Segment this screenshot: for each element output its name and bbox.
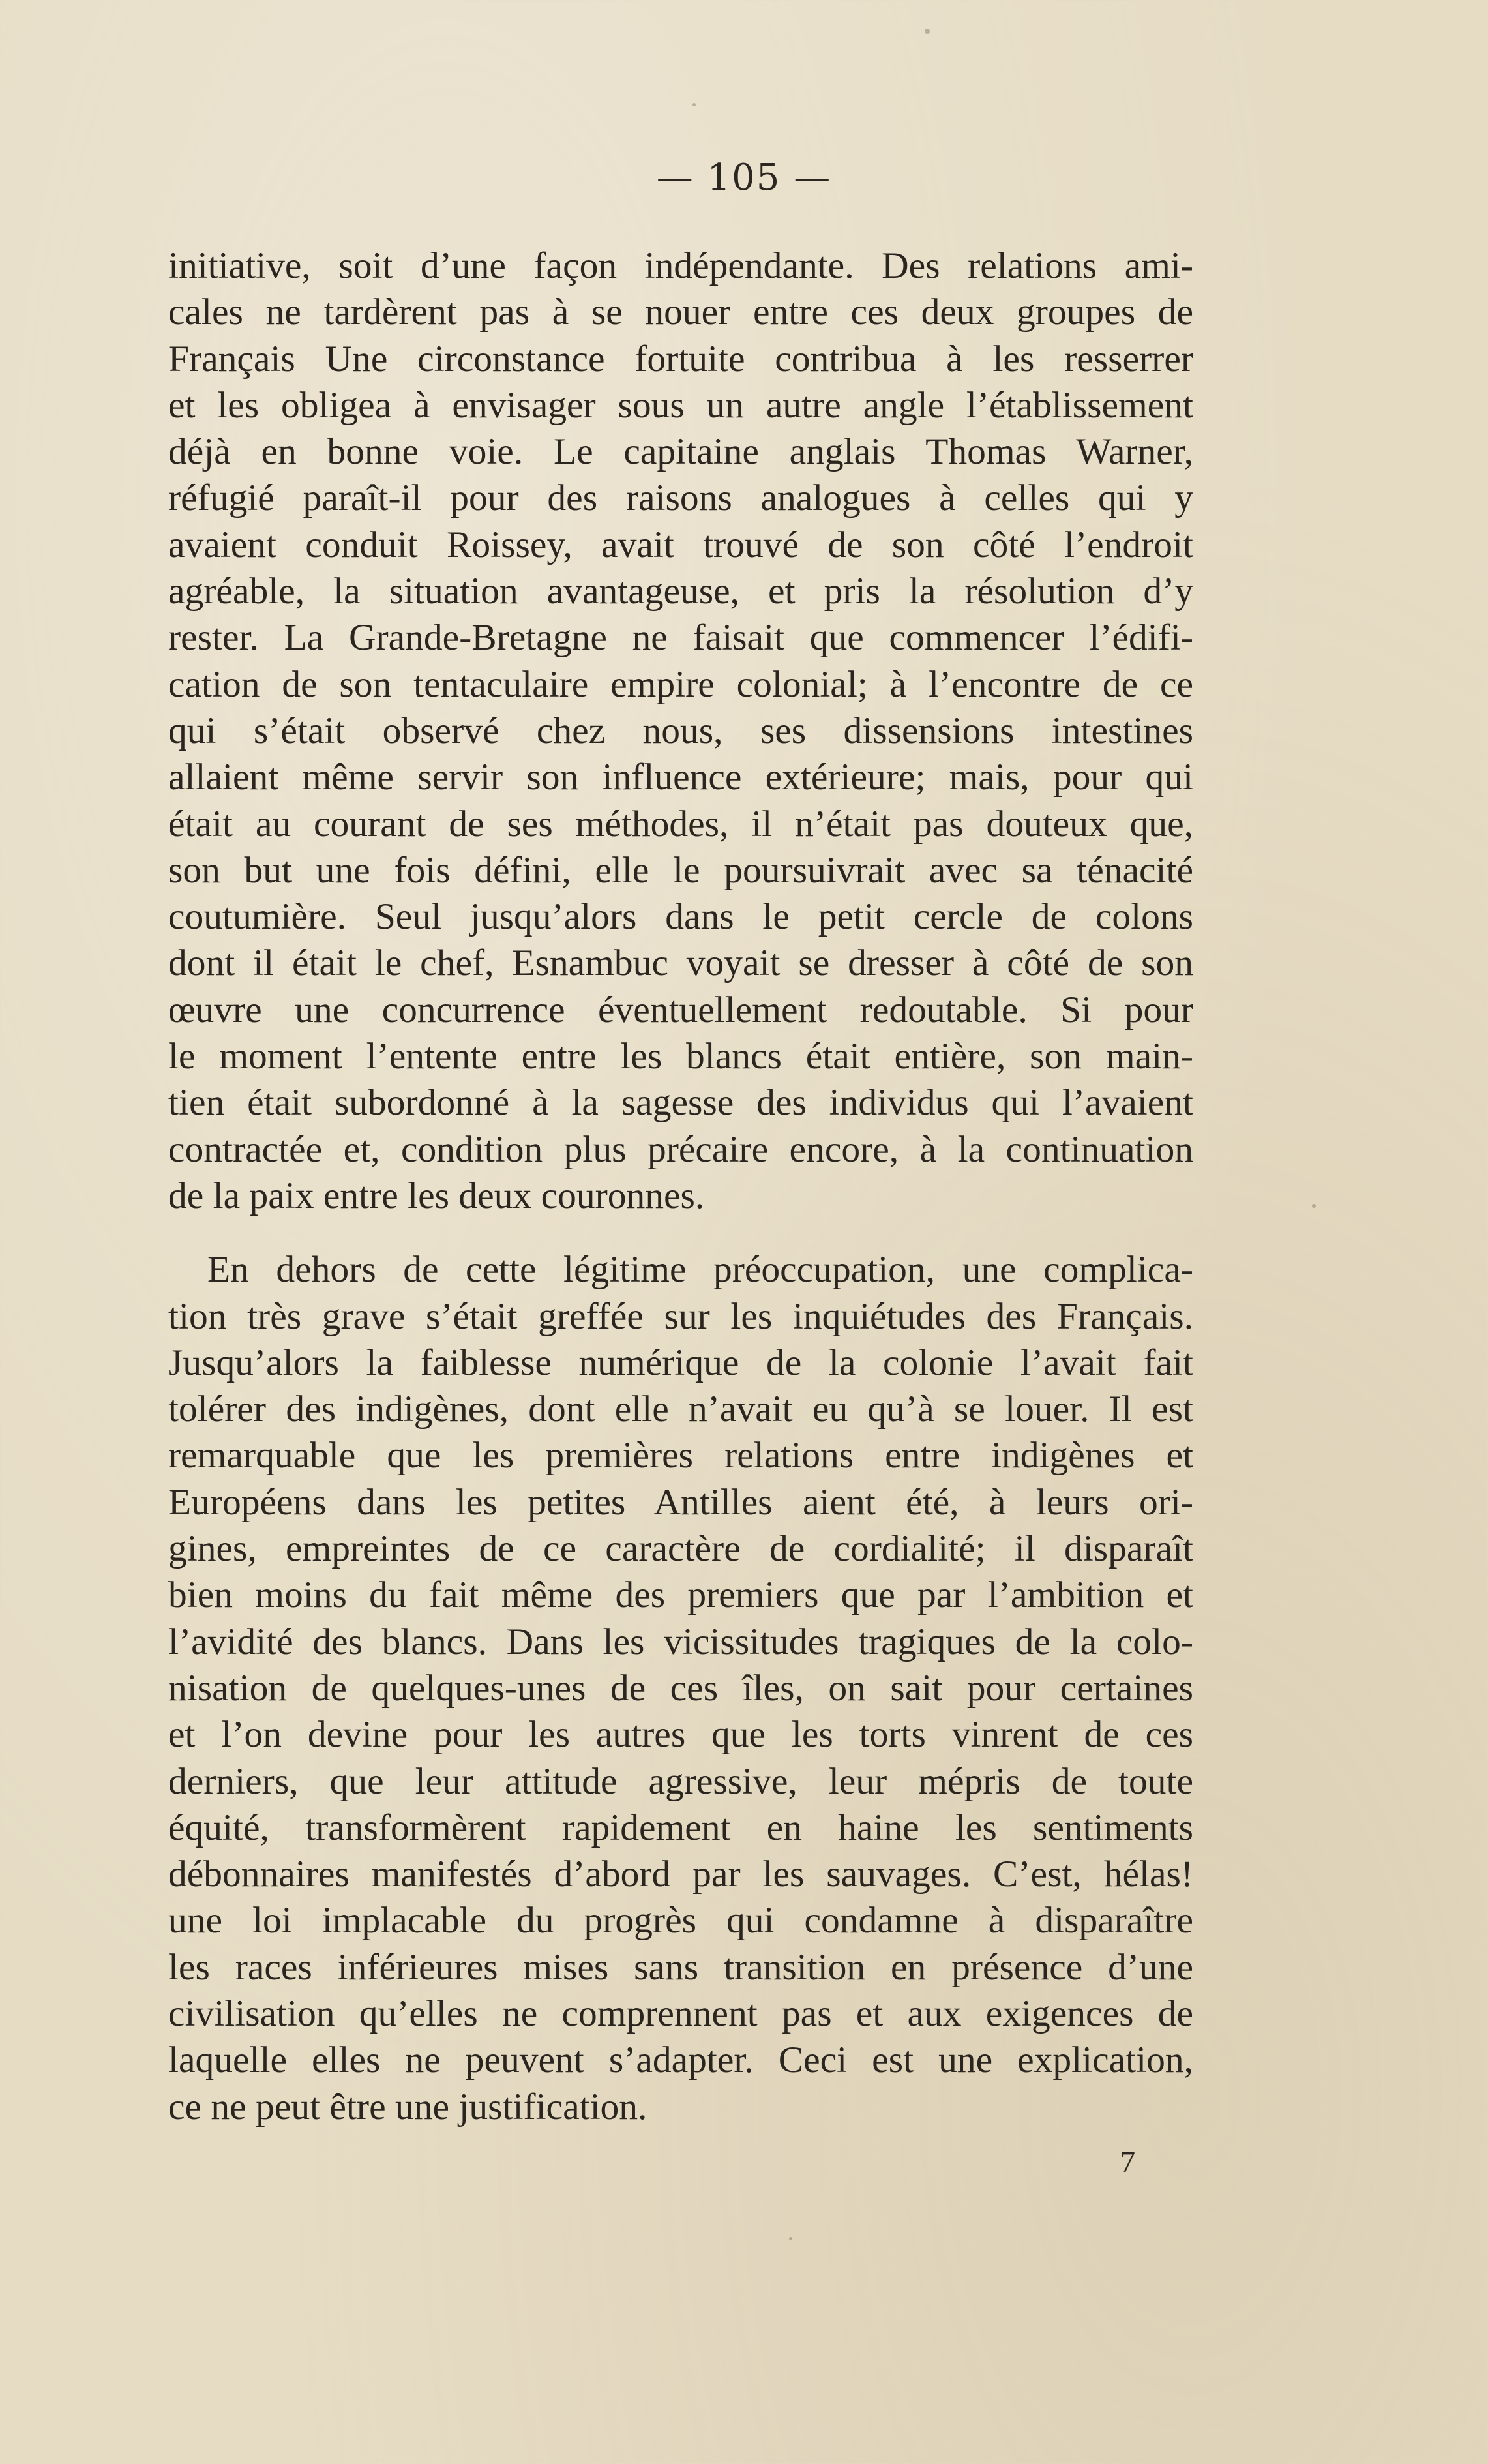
text-line: de la paix entre les deux couronnes. [168,1175,705,1216]
text-line: initiative, soit d’une façon indépendante. Des relations ami- [168,245,1193,286]
text-line: Européens dans les petites Antilles aient été, à leurs ori- [168,1481,1193,1523]
paper-speck [925,29,930,34]
text-line: cales ne tardèrent pas à se nouer entre ces deux groupes de [168,292,1193,333]
text-line: rester. La Grande-Bretagne ne faisait que commencer l’édifi- [168,617,1193,659]
text-line: nisation de quelques-unes de ces îles, on sait pour certaines [168,1667,1193,1709]
paper-speck [692,103,696,106]
body-text [168,243,1193,2130]
signature-mark: 7 [1120,2145,1135,2178]
paper-speck [1312,1204,1316,1208]
text-line: derniers, que leur attitude agressive, leur mépris de toute [168,1760,1193,1802]
text-line: En dehors de cette légitime préoccupation, une complica- [207,1249,1193,1291]
text-line: tien était subordonné à la sagesse des individus qui l’avaient [168,1082,1193,1124]
text-line: tion très grave s’était greffée sur les inquiétudes des Français. [168,1295,1193,1337]
text-line: réfugié paraît-il pour des raisons analogues à celles qui y [168,477,1193,519]
text-line: laquelle elles ne peuvent s’adapter. Ceci est une explication, [168,2039,1193,2081]
text-line: dont il était le chef, Esnambuc voyait se dresser à côté de son [168,942,1193,984]
text-line: équité, transformèrent rapidement en haine les sentiments [168,1807,1193,1848]
text-line: était au courant de ses méthodes, il n’était pas douteux que, [168,803,1193,845]
text-line: l’avidité des blancs. Dans les vicissitudes tragiques de la colo- [168,1621,1193,1662]
text-line: son but une fois défini, elle le poursuivrait avec sa ténacité [168,849,1193,891]
paragraph-2 [168,1246,1193,2130]
text-line: une loi implacable du progrès qui condamne à disparaître [168,1900,1193,1942]
text-line: contractée et, condition plus précaire encore, à la continuation [168,1128,1193,1170]
text-line: civilisation qu’elles ne comprennent pas et aux exigences de [168,1992,1193,2034]
text-line: qui s’était observé chez nous, ses dissensions intestines [168,710,1193,751]
text-line: Français Une circonstance fortuite contribua à les resserrer [168,338,1193,380]
text-line: les races inférieures mises sans transition en présence d’une [168,1946,1193,1988]
text-line: agréable, la situation avantageuse, et pris la résolution d’y [168,571,1193,612]
text-line: et les obligea à envisager sous un autre angle l’établissement [168,384,1193,426]
text-line: allaient même servir son influence extérieure; mais, pour qui [168,757,1193,798]
text-line: et l’on devine pour les autres que les torts vinrent de ces [168,1714,1193,1756]
text-line: avaient conduit Roissey, avait trouvé de son côté l’endroit [168,524,1193,565]
text-line: bien moins du fait même des premiers que par l’ambition et [168,1574,1193,1616]
text-line: déjà en bonne voie. Le capitaine anglais Thomas Warner, [168,431,1193,473]
paragraph-1 [168,243,1193,1219]
text-line: gines, empreintes de ce caractère de cordialité; il disparaît [168,1528,1193,1570]
text-line: Jusqu’alors la faiblesse numérique de la colonie l’avait fait [168,1342,1193,1383]
text-line: tolérer des indigènes, dont elle n’avait eu qu’à se louer. Il est [168,1389,1193,1430]
text-line: cation de son tentaculaire empire colonial; à l’encontre de ce [168,663,1193,705]
text-line: ce ne peut être une justification. [168,2086,647,2127]
text-line: débonnaires manifestés d’abord par les sauvages. C’est, hélas! [168,1854,1193,1895]
text-line: coutumière. Seul jusqu’alors dans le petit cercle de colons [168,896,1193,938]
text-line: œuvre une concurrence éventuellement redoutable. Si pour [168,989,1193,1030]
text-line: le moment l’entente entre les blancs était entière, son main- [168,1036,1193,1077]
page-number-header: — 105 — [656,157,832,199]
text-line: remarquable que les premières relations entre indigènes et [168,1435,1193,1477]
paper-speck [789,2237,792,2240]
